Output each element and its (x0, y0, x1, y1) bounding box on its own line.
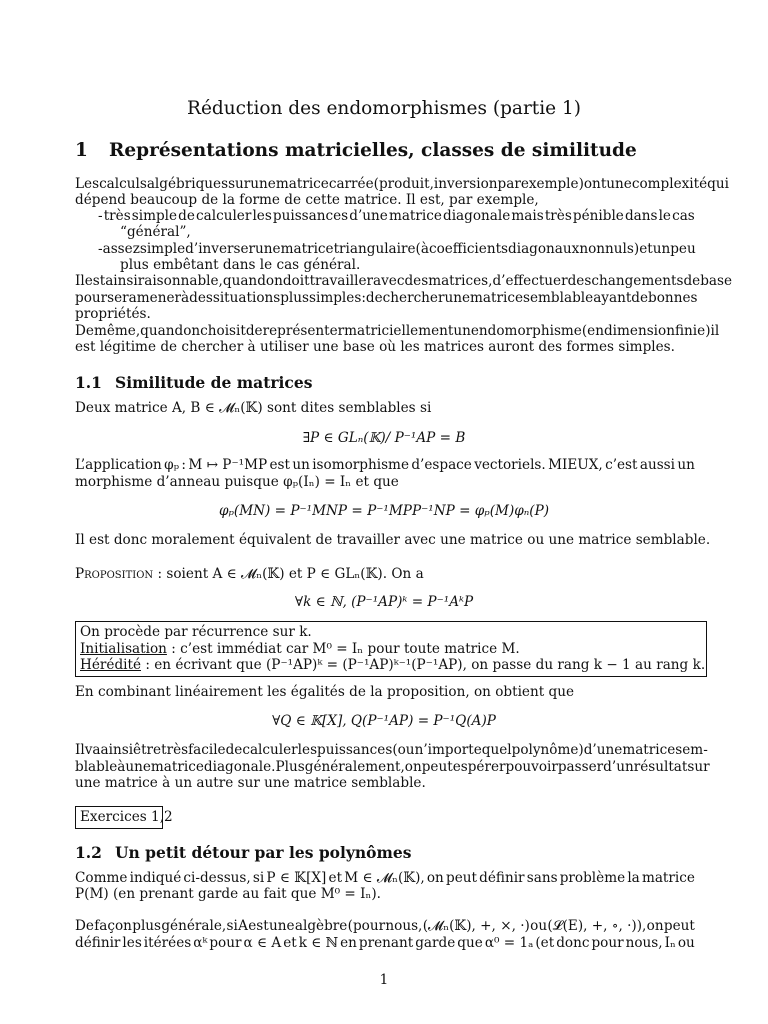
word: quand (222, 273, 266, 289)
word: en (340, 935, 357, 951)
word: matrice (470, 290, 524, 306)
word: Il (75, 273, 85, 289)
word: définir (479, 870, 525, 886)
word: de (631, 290, 649, 306)
word: une (255, 241, 281, 257)
word: Il (75, 742, 85, 758)
word: même, (93, 323, 141, 339)
section-1-heading (75, 140, 637, 161)
word: doit (282, 273, 310, 289)
word: matrice (641, 870, 695, 886)
word: matrice (280, 241, 334, 257)
word: peut (446, 870, 477, 886)
word: calculer (242, 742, 298, 758)
word: φₚ (164, 457, 180, 473)
word: matrice (275, 176, 329, 192)
word: sur (228, 176, 251, 192)
word: on (265, 273, 283, 289)
section-title: Représentations matricielles, classes de similitude (109, 140, 637, 161)
word: non (579, 241, 606, 257)
word: A (238, 918, 248, 934)
paragraph-line: morphisme d’anneau puisque φₚ(Iₙ) = Iₙ et que (75, 474, 399, 490)
word: ainsi (105, 273, 138, 289)
word: simple (139, 241, 186, 257)
word: définir (75, 935, 121, 951)
document-title: Réduction des endomorphismes (partie 1) (187, 98, 581, 119)
word: (à (415, 241, 429, 257)
word: base (700, 273, 733, 289)
equation-morphism: φₚ(MN) = P⁻¹MNP = P⁻¹MPP⁻¹NP = φₚ(M)φₙ(P) (218, 503, 550, 519)
subsection-title: Similitude de matrices (115, 373, 313, 392)
word: de (683, 273, 701, 289)
paragraph-line (75, 935, 695, 951)
initialisation-label: Initialisation (80, 641, 167, 657)
word: M ∈ 𝓜ₙ(𝕂), (344, 870, 425, 886)
word: inversion (433, 176, 498, 192)
word: α ∈ A (243, 935, 282, 951)
word: qui (707, 176, 729, 192)
word: aussi (639, 457, 676, 473)
word: les (252, 208, 272, 224)
word: - (98, 241, 103, 257)
word: et (283, 935, 297, 951)
paragraph-line: une matrice à un autre sur une matrice semblable. (75, 775, 426, 791)
paragraph-line (75, 290, 698, 306)
word: très (161, 742, 189, 758)
word: itérées (143, 935, 192, 951)
proof-line (80, 657, 706, 673)
word: si (252, 870, 265, 886)
proposition-label: Proposition (75, 566, 154, 582)
subsection-number: 1.2 (75, 843, 102, 862)
word: est (269, 457, 290, 473)
word: indiqué (129, 870, 182, 886)
word: passer (557, 759, 604, 775)
word: le (658, 208, 671, 224)
word: chercher (382, 290, 445, 306)
word: est (84, 273, 106, 289)
paragraph-line: P(M) (en prenant garde au fait que M⁰ = Iₙ). (75, 886, 381, 902)
word: que (457, 935, 483, 951)
word: à (181, 290, 190, 306)
list-item (98, 208, 695, 224)
word: de (365, 290, 383, 306)
equation-similarity: ∃P ∈ GLₙ(𝕂)/ P⁻¹AP = B (302, 430, 466, 446)
word: (produit, (373, 176, 434, 192)
word: peu (670, 241, 696, 257)
word: pénible (572, 208, 624, 224)
word: des (189, 290, 213, 306)
word: on (404, 759, 422, 775)
word: plus (132, 918, 162, 934)
word: garde (415, 935, 456, 951)
subsection-title: Un petit détour par les polynômes (115, 843, 412, 862)
word: et (639, 241, 653, 257)
word: par (497, 176, 521, 192)
word: sur (687, 759, 710, 775)
word: (𝓜ₙ(𝕂), +, ×, ·) (422, 918, 530, 934)
word: avec (373, 273, 405, 289)
word: des (567, 273, 592, 289)
word: (pour (347, 918, 386, 934)
word: puissances (272, 208, 349, 224)
word: prenant (358, 935, 414, 951)
list-item (98, 241, 695, 257)
word: un (292, 457, 310, 473)
word: ainsi (100, 742, 134, 758)
paragraph-line: Il est donc moralement équivalent de travailler avec une matrice ou une matrice semblable. (75, 532, 711, 548)
word: à (117, 759, 126, 775)
proposition-text: : soient A ∈ 𝓜ₙ(𝕂) et P ∈ GLₙ(𝕂). On a (153, 566, 424, 582)
page-number: 1 (379, 972, 389, 988)
word: plus (280, 290, 310, 306)
word: et (328, 870, 343, 886)
word: dimension (603, 323, 675, 339)
word: L’application (75, 457, 162, 473)
word: ont (583, 176, 607, 192)
word: : (181, 457, 187, 473)
proof-line: On procède par récurrence sur k. (80, 624, 312, 640)
paragraph-line (75, 918, 695, 934)
word: généralement, (304, 759, 405, 775)
paragraph-line: En combinant linéairement les égalités de la proposition, on obtient que (75, 684, 575, 700)
word: espérer (452, 759, 506, 775)
word: semblable (523, 290, 594, 306)
word: simple (131, 208, 178, 224)
word: M ↦ P⁻¹MP (188, 457, 268, 473)
word: on (646, 918, 664, 934)
word: De (75, 323, 94, 339)
word: diagonale (443, 208, 511, 224)
word: donc (556, 935, 590, 951)
word: se (107, 290, 123, 306)
paragraph-line: est légitime de chercher à utiliser une base où les matrices auront des formes simples. (75, 339, 675, 355)
paragraph-line (75, 759, 710, 775)
initialisation-text: : c’est immédiat car M⁰ = Iₙ pour toute matrice M. (166, 641, 520, 657)
subsection-number: 1.1 (75, 373, 102, 392)
word: d’espace (411, 457, 472, 473)
word: α⁰ = 1ₐ (484, 935, 534, 951)
word: très (544, 208, 572, 224)
word: pour (75, 290, 108, 306)
paragraph-line (75, 323, 720, 339)
word: dans (624, 208, 658, 224)
word: de (245, 323, 263, 339)
word: polynôme) (511, 742, 584, 758)
paragraph-line (75, 457, 695, 473)
paragraph-line (75, 742, 708, 758)
word: nous, (385, 918, 423, 934)
word: vectoriels. (474, 457, 546, 473)
word: Comme (75, 870, 128, 886)
word: quand (140, 323, 184, 339)
subsection-1-1-heading (75, 373, 312, 392)
word: - (98, 208, 103, 224)
word: est (248, 918, 269, 934)
word: exemple) (520, 176, 584, 192)
word: d’inverser (185, 241, 256, 257)
word: Iₙ (664, 935, 676, 951)
word: (en (581, 323, 604, 339)
word: nuls) (605, 241, 640, 257)
word: sans (526, 870, 558, 886)
word: représenter (262, 323, 345, 339)
word: matriciellement (344, 323, 454, 339)
word: une (125, 759, 151, 775)
word: pour (209, 935, 242, 951)
word: matrices, (428, 273, 493, 289)
word: algèbre (294, 918, 348, 934)
word: problème (559, 870, 626, 886)
word: calculs (99, 176, 147, 192)
word: facile (188, 742, 226, 758)
proposition-line (75, 566, 695, 582)
word: cas (672, 208, 695, 224)
word: matrice (150, 759, 204, 775)
word: une (269, 918, 295, 934)
word: façon (94, 918, 132, 934)
word: sem- (675, 742, 708, 758)
heredite-label: Hérédité (80, 657, 141, 673)
word: les (297, 742, 318, 758)
word: très (103, 208, 131, 224)
word: si (226, 918, 238, 934)
word: isomorphisme (312, 457, 409, 473)
word: être (133, 742, 162, 758)
word: d’un (603, 759, 634, 775)
word: on (183, 323, 201, 339)
proof-line (80, 641, 700, 657)
word: travailler (309, 273, 373, 289)
word: raisonnable, (137, 273, 223, 289)
word: ramener (122, 290, 182, 306)
equation-power: ∀k ∈ ℕ, (P⁻¹AP)ᵏ = P⁻¹AᵏP (294, 594, 474, 610)
word: (ou (392, 742, 415, 758)
paragraph-line (75, 176, 729, 192)
word: la (627, 870, 640, 886)
word: de (225, 742, 243, 758)
word: calculer (196, 208, 252, 224)
word: matrice (388, 208, 442, 224)
word: finie) (674, 323, 711, 339)
word: des (404, 273, 429, 289)
word: k ∈ ℕ (298, 935, 339, 951)
word: d’effectuer (492, 273, 568, 289)
word: complexité (631, 176, 708, 192)
word: ci-dessus, (183, 870, 251, 886)
word: Les (75, 176, 100, 192)
word: diagonale. (203, 759, 276, 775)
word: résultat (633, 759, 688, 775)
word: mais (511, 208, 544, 224)
word: une (606, 176, 632, 192)
heredite-text: : en écrivant que (P⁻¹AP)ᵏ = (P⁻¹AP)ᵏ⁻¹(P⁻¹AP), on passe du rang k − 1 au rang k. (141, 657, 706, 673)
word: (𝓛(E), +, ∘, ·)), (547, 918, 647, 934)
word: c’est (605, 457, 638, 473)
word: choisit (200, 323, 246, 339)
word: un (677, 457, 695, 473)
word: nous, (625, 935, 663, 951)
word: diagonaux (508, 241, 580, 257)
word: assez (102, 241, 140, 257)
word: Plus (275, 759, 305, 775)
paragraph-line: propriétés. (75, 306, 151, 322)
word: : (361, 290, 366, 306)
paragraph-line (75, 870, 695, 886)
word: un (652, 241, 671, 257)
equation-polynomial: ∀Q ∈ 𝕂[X], Q(P⁻¹AP) = P⁻¹Q(A)P (272, 713, 496, 729)
word: ou (530, 918, 548, 934)
word: situations (212, 290, 281, 306)
word: on (426, 870, 444, 886)
word: quel (481, 742, 512, 758)
word: De (75, 918, 94, 934)
exercises-label: Exercices 1,2 (80, 809, 173, 825)
word: P ∈ 𝕂[X] (266, 870, 327, 886)
word: ayant (593, 290, 632, 306)
word: carrée (328, 176, 374, 192)
word: simples (309, 290, 362, 306)
word: matrice (622, 742, 676, 758)
word: pour (591, 935, 624, 951)
definition-line: Deux matrice A, B ∈ 𝓜ₙ(𝕂) sont dites semblables si (75, 400, 432, 416)
word: endomorphisme (470, 323, 582, 339)
word: coefficients (428, 241, 509, 257)
list-item-continuation: plus embêtant dans le cas général. (120, 257, 361, 273)
subsection-1-2-heading (75, 843, 412, 862)
word: ou (677, 935, 695, 951)
paragraph-line: dépend beaucoup de la forme de cette matrice. Il est, par exemple, (75, 192, 539, 208)
word: n’importe (414, 742, 482, 758)
word: MIEUX, (548, 457, 603, 473)
word: de (178, 208, 195, 224)
word: blable (75, 759, 118, 775)
word: puissances (317, 742, 393, 758)
word: d’une (349, 208, 388, 224)
word: bonnes (648, 290, 698, 306)
word: peut (421, 759, 453, 775)
section-number: 1 (75, 140, 88, 161)
word: une (444, 290, 471, 306)
word: pouvoir (505, 759, 558, 775)
word: triangulaire (333, 241, 416, 257)
word: (et (535, 935, 555, 951)
word: va (84, 742, 101, 758)
word: il (710, 323, 720, 339)
list-item-continuation: “général”, (120, 224, 191, 240)
word: une (250, 176, 276, 192)
word: algébriques (146, 176, 229, 192)
word: αᵏ (193, 935, 208, 951)
word: un (453, 323, 471, 339)
word: changements (591, 273, 684, 289)
word: d’une (583, 742, 623, 758)
paragraph-line (75, 273, 733, 289)
word: générale, (161, 918, 227, 934)
word: les (122, 935, 142, 951)
word: peut (663, 918, 695, 934)
